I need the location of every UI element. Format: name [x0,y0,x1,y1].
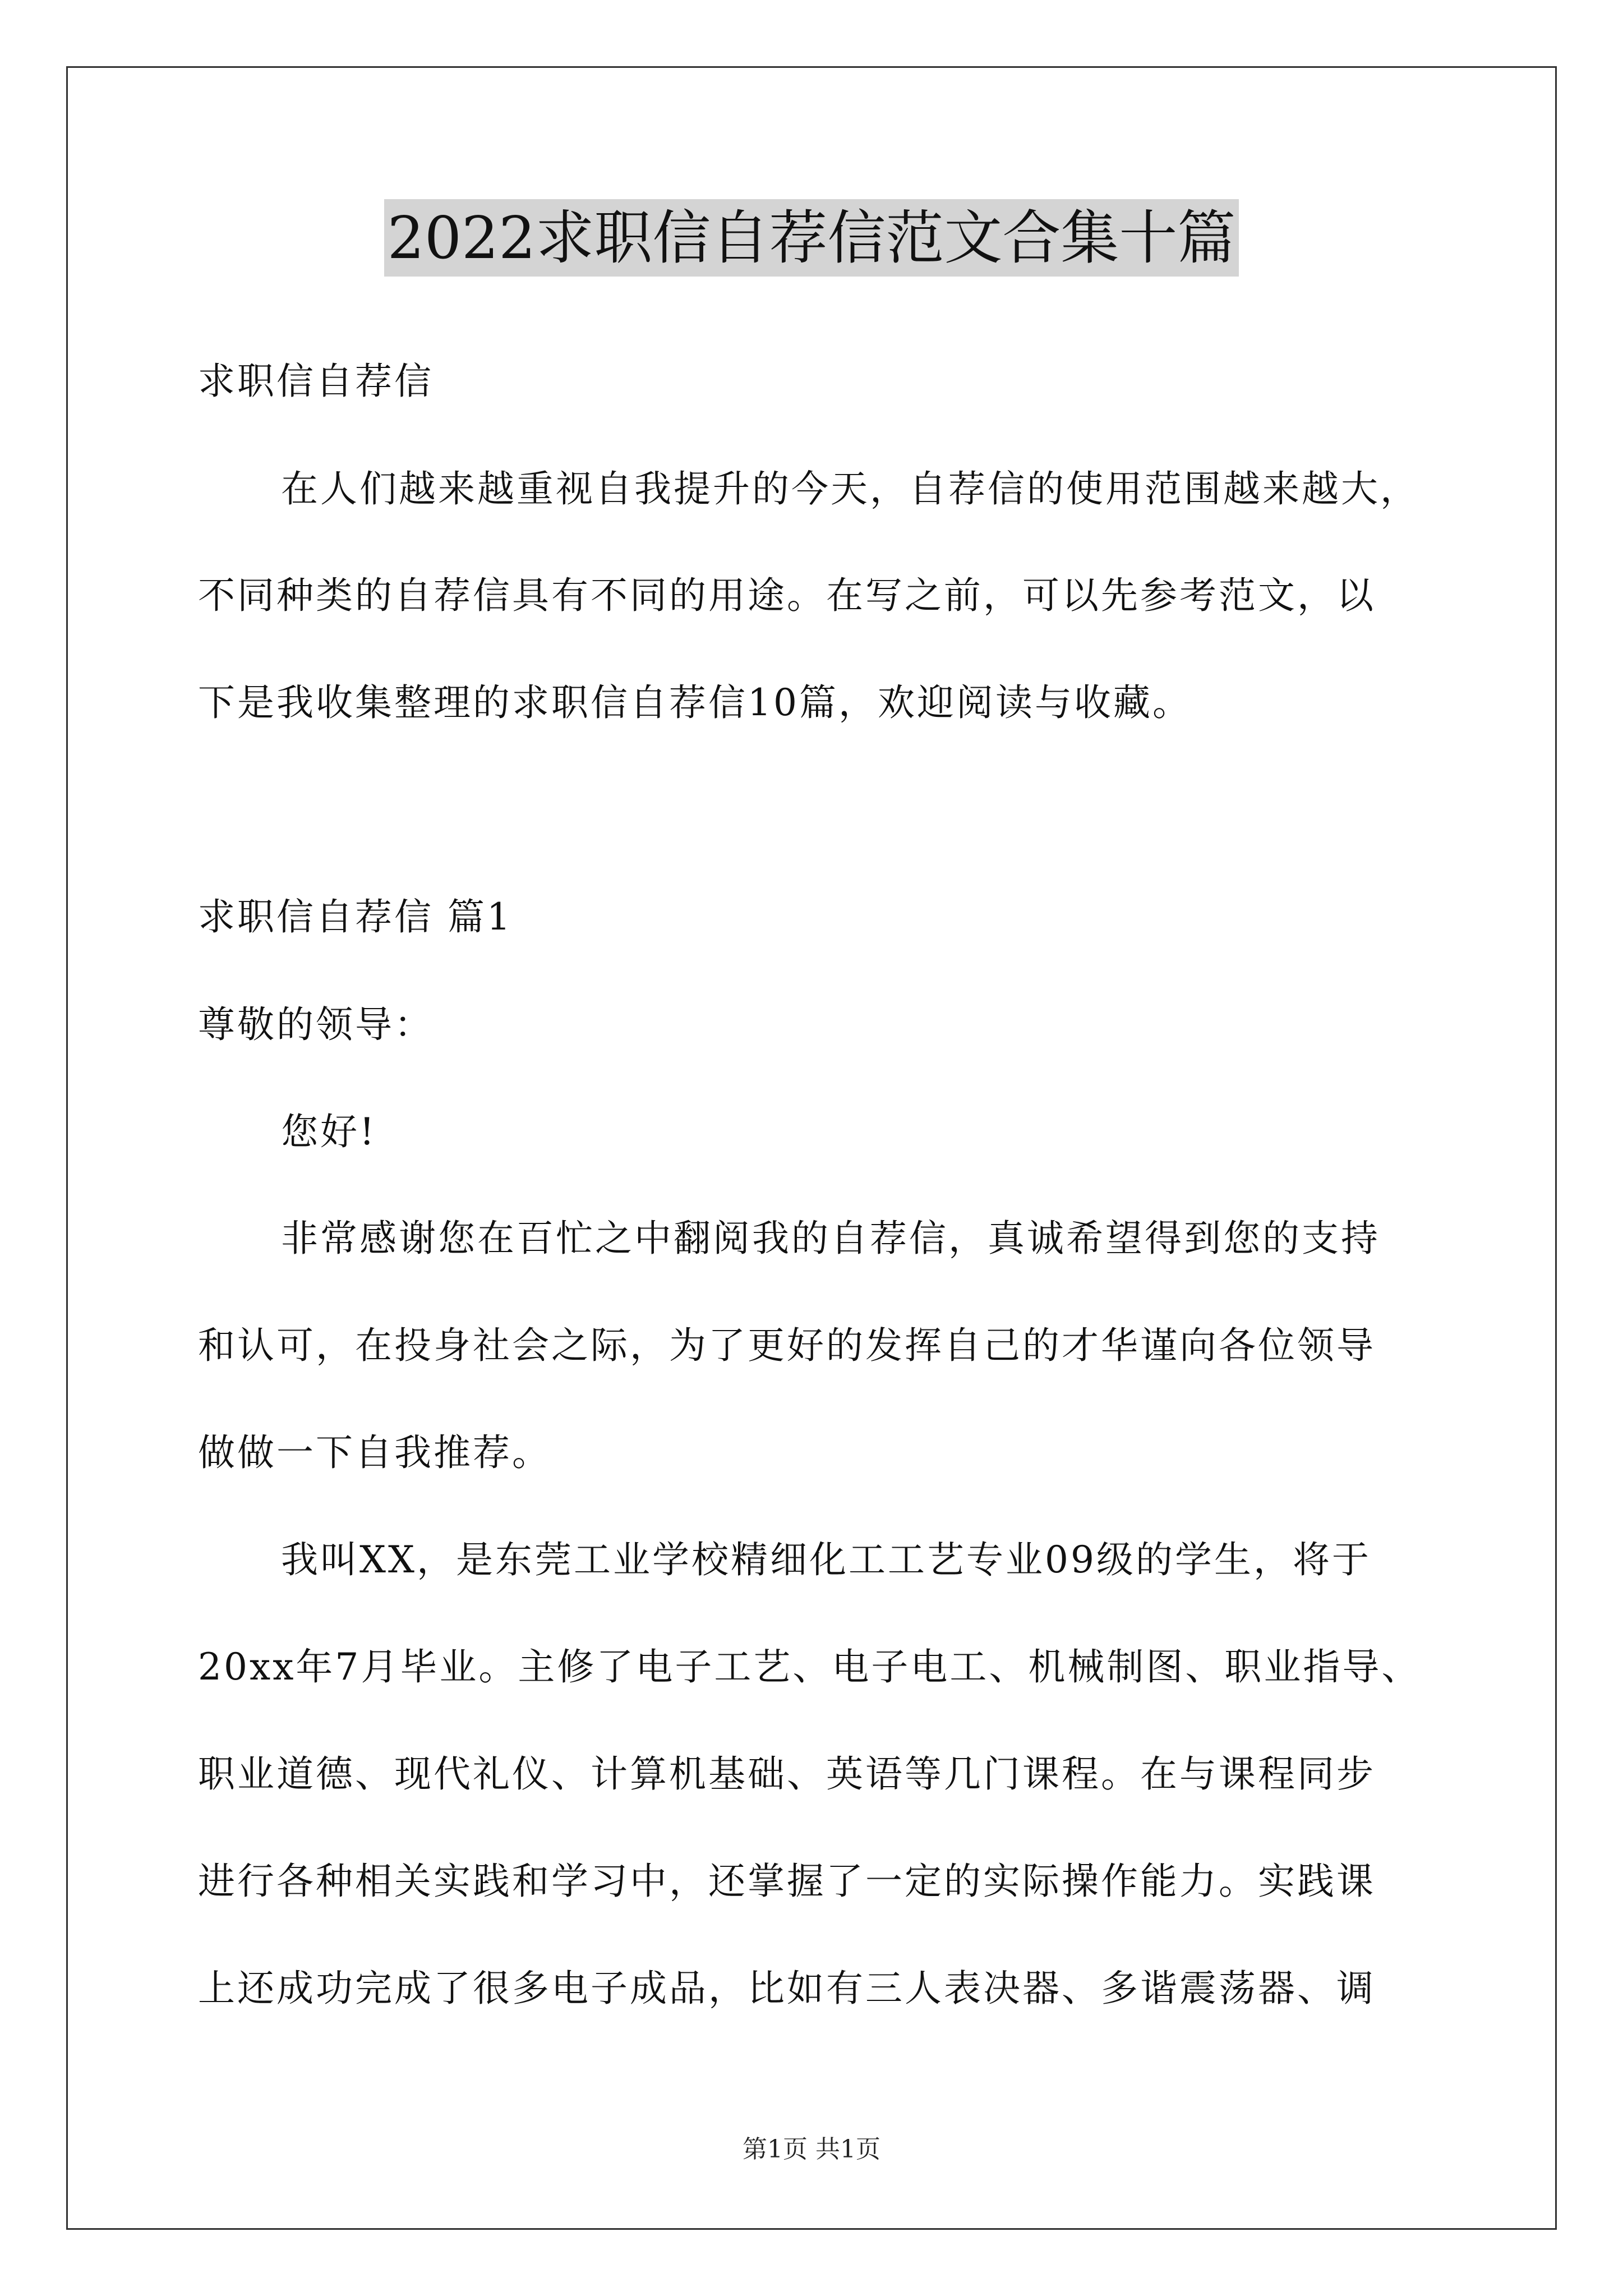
paragraph-line: 和认可，在投身社会之际，为了更好的发挥自己的才华谨向各位领导 [198,1324,1376,1367]
paragraph-line: 下是我收集整理的求职信自荐信10篇，欢迎阅读与收藏。 [198,681,1192,724]
section-heading: 求职信自荐信 [198,360,434,403]
paragraph-line: 在人们越来越重视自我提升的今天，自荐信的使用范围越来越大， [281,467,1419,510]
title-container [0,199,1623,277]
salutation: 尊敬的领导： [198,1003,434,1046]
paragraph-line: 进行各种相关实践和学习中，还掌握了一定的实际操作能力。实践课 [198,1860,1376,1903]
paragraph-line: 我叫XX，是东莞工业学校精细化工工艺专业09级的学生，将于 [281,1538,1371,1581]
paragraph-line: 非常感谢您在百忙之中翻阅我的自荐信，真诚希望得到您的支持 [281,1217,1380,1260]
paragraph-line: 做做一下自我推荐。 [198,1431,551,1474]
paragraph-line: 20xx年7月毕业。主修了电子工艺、电子电工、机械制图、职业指导、 [198,1645,1421,1688]
paragraph-line: 不同种类的自荐信具有不同的用途。在写之前，可以先参考范文，以 [198,574,1376,617]
greeting: 您好! [281,1110,377,1153]
paragraph-line: 职业道德、现代礼仪、计算机基础、英语等几门课程。在与课程同步 [198,1752,1376,1796]
page-footer: 第1页 共1页 [743,2135,880,2164]
document-title: 2022求职信自荐信范文合集十篇 [384,199,1239,277]
section-heading: 求职信自荐信 篇1 [198,895,513,938]
paragraph-line: 上还成功完成了很多电子成品，比如有三人表决器、多谐震荡器、调 [198,1967,1376,2010]
